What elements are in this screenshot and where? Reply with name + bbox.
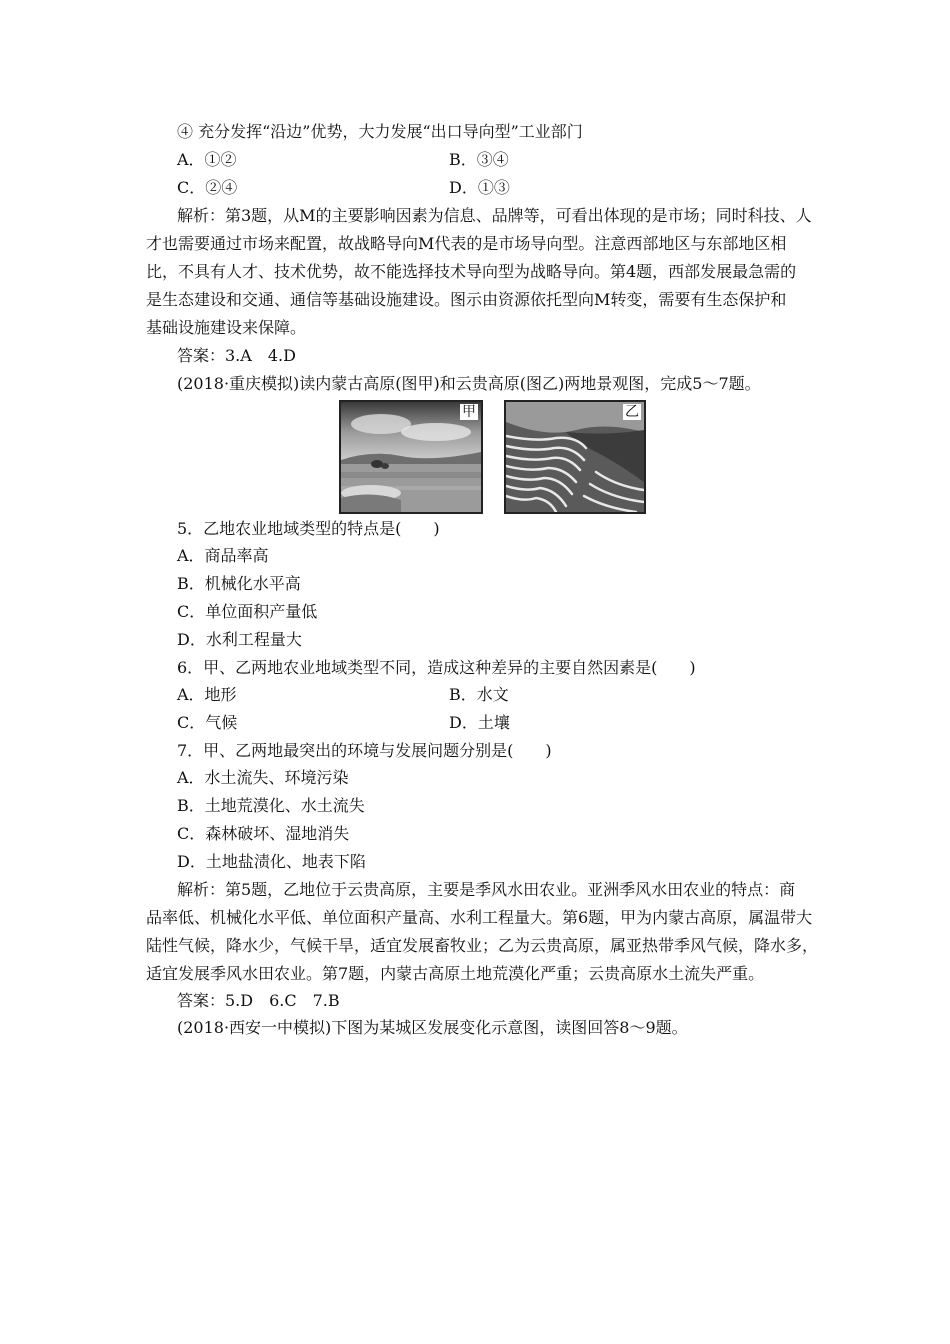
q7-option-b: B．土地荒漠化、水土流失 (177, 796, 365, 815)
q4-option-d: D．①③ (449, 178, 510, 197)
q4-option-a: A．①② (177, 150, 237, 169)
photo-yi-terraces (504, 400, 646, 514)
analysis-line: 陆性气候，降水少，气候干旱，适宜发展畜牧业；乙为云贵高原，属亚热带季风气候，降水多， (146, 936, 819, 955)
q5-option-b: B．机械化水平高 (177, 574, 301, 593)
q7-option-a: A．水土流失、环境污染 (177, 768, 349, 787)
q5-option-c: C．单位面积产量低 (177, 602, 318, 621)
q6-option-c: C．气候 (177, 713, 238, 732)
analysis-line: 是生态建设和交通、通信等基础设施建设。图示由资源依托型向M转变，需要有生态保护和 (146, 290, 787, 309)
q6-option-b: B．水文 (449, 685, 509, 704)
q5-option-d: D．水利工程量大 (177, 630, 302, 649)
analysis-line: 基础设施建设来保障。 (146, 318, 307, 337)
q4-option-b: B．③④ (449, 150, 509, 169)
analysis-line: 解析：第3题，从M的主要影响因素为信息、品牌等，可看出体现的是市场；同时科技、人 (177, 206, 812, 225)
q6-stem: 6．甲、乙两地农业地域类型不同，造成这种差异的主要自然因素是( ) (177, 658, 696, 677)
answer-q3-q4: 答案：3.A 4.D (177, 346, 296, 365)
analysis-line: 适宜发展季风水田农业。第7题，内蒙古高原土地荒漠化严重；云贵高原水土流失严重。 (146, 964, 765, 983)
analysis-line: 才也需要通过市场来配置，故战略导向M代表的是市场导向型。注意西部地区与东部地区相 (146, 234, 787, 253)
analysis-line: 解析：第5题，乙地位于云贵高原，主要是季风水田农业。亚洲季风水田农业的特点：商 (177, 880, 796, 899)
q6-option-d: D．土壤 (449, 713, 510, 732)
photo-label-yi: 乙 (625, 404, 639, 420)
answer-q5-q7: 答案：5.D 6.C 7.B (177, 991, 340, 1010)
analysis-q3-q4 (146, 202, 812, 342)
analysis-line: 比，不具有人才、技术优势，故不能选择技术导向型为战略导向。第4题，西部发展最急需的 (146, 262, 797, 281)
q7-option-d: D．土地盐渍化、地表下陷 (177, 852, 366, 871)
q5-option-a: A．商品率高 (177, 546, 269, 565)
q4-option-4: ④ 充分发挥“沿边”优势，大力发展“出口导向型”工业部门 (177, 122, 583, 141)
intro-q5-q7: (2018·重庆模拟)读内蒙古高原(图甲)和云贵高原(图乙)两地景观图，完成5～7题。 (177, 374, 761, 393)
q6-option-a: A．地形 (177, 685, 237, 704)
q4-option-c: C．②④ (177, 178, 238, 197)
photo-label-jia: 甲 (462, 404, 476, 420)
q7-stem: 7．甲、乙两地最突出的环境与发展问题分别是( ) (177, 741, 552, 760)
q5-stem: 5．乙地农业地域类型的特点是( ) (177, 519, 440, 538)
analysis-q5-q7 (146, 876, 819, 988)
photo-jia-grassland (339, 400, 483, 514)
intro-q8-q9: (2018·西安一中模拟)下图为某城区发展变化示意图，读图回答8～9题。 (177, 1018, 688, 1037)
q7-option-c: C．森林破坏、湿地消失 (177, 824, 350, 843)
analysis-line: 品率低、机械化水平低、单位面积产量高、水利工程量大。第6题，甲为内蒙古高原，属温带大 (146, 908, 813, 927)
